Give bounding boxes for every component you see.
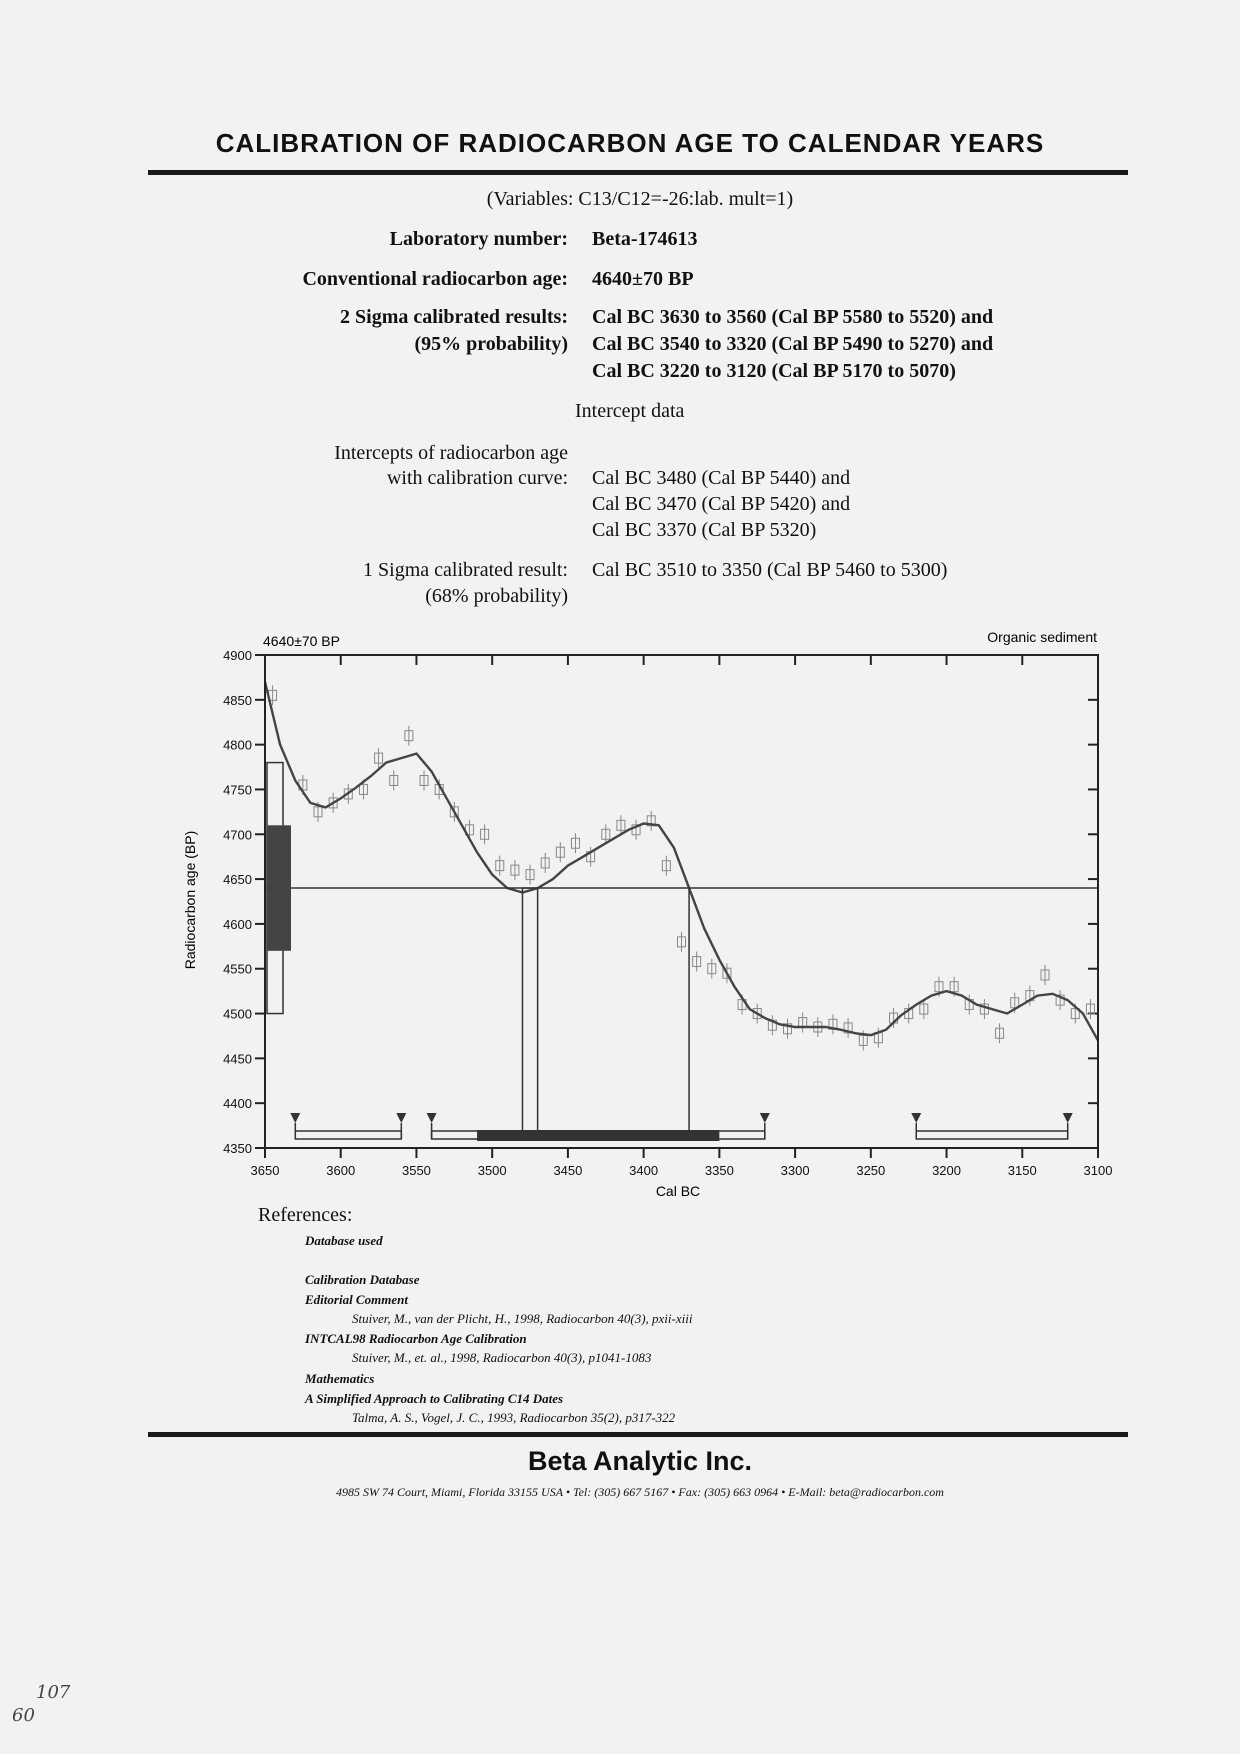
two-sigma-line-2: Cal BC 3540 to 3320 (Cal BP 5490 to 5270) and	[592, 333, 994, 355]
one-sigma-probability: (68% probability)	[425, 585, 568, 607]
x-tick-label: 3100	[1083, 1163, 1113, 1178]
ref-citation-3: Talma, A. S., Vogel, J. C., 1993, Radiocarbon 35(2), p317-322	[352, 1410, 676, 1425]
x-tick-label: 3150	[1007, 1163, 1037, 1178]
ref-editorial-comment: Editorial Comment	[305, 1292, 408, 1307]
x-axis-label: Cal BC	[655, 1183, 701, 1199]
two-sigma-range-bar	[916, 1131, 1067, 1139]
two-sigma-probability: (95% probability)	[414, 333, 568, 355]
intercept-line-1: Cal BC 3480 (Cal BP 5440) and	[592, 467, 851, 489]
material-label: Organic sediment	[987, 629, 1097, 645]
one-sigma-range-bar	[477, 1130, 719, 1141]
references-heading: References:	[258, 1204, 353, 1226]
ref-citation-1: Stuiver, M., van der Plicht, H., 1998, Radiocarbon 40(3), pxii-xiii	[352, 1311, 693, 1326]
two-sigma-line-1: Cal BC 3630 to 3560 (Cal BP 5580 to 5520) and	[592, 306, 994, 328]
intercepts-label-1: Intercepts of radiocarbon age	[334, 442, 568, 464]
lab-number-label: Laboratory number:	[389, 228, 568, 250]
ref-citation-2: Stuiver, M., et. al., 1998, Radiocarbon 40(3), p1041-1083	[352, 1350, 652, 1365]
y-tick-label: 4550	[223, 961, 252, 977]
variables-line: (Variables: C13/C12=-26:lab. mult=1)	[486, 188, 794, 210]
intercept-line-2: Cal BC 3470 (Cal BP 5420) and	[592, 493, 851, 515]
y-tick-label: 4850	[223, 692, 252, 708]
y-tick-label: 4800	[223, 737, 252, 753]
y-axis-label: Radiocarbon age (BP)	[182, 830, 198, 970]
range-start-marker	[911, 1113, 921, 1123]
x-tick-label: 3200	[932, 1163, 962, 1178]
y-tick-label: 4900	[223, 648, 252, 663]
conventional-age-label: Conventional radiocarbon age:	[302, 268, 568, 290]
y-tick-label: 4700	[223, 827, 252, 843]
y-tick-label: 4500	[223, 1006, 252, 1022]
header-rule	[148, 170, 1128, 175]
x-tick-label: 3650	[250, 1163, 280, 1178]
x-tick-label: 3400	[629, 1163, 659, 1178]
y-tick-label: 4450	[223, 1051, 252, 1067]
intercepts-label-2: with calibration curve:	[386, 467, 568, 489]
calibration-curve	[265, 682, 1098, 1041]
ref-calibration-database: Calibration Database	[305, 1272, 420, 1287]
two-sigma-label: 2 Sigma calibrated results:	[340, 306, 568, 328]
x-tick-label: 3450	[553, 1163, 583, 1178]
intercept-data-title: Intercept data	[575, 400, 685, 422]
y-tick-label: 4400	[223, 1096, 252, 1112]
page-title: CALIBRATION OF RADIOCARBON AGE TO CALENDAR YEARS	[215, 128, 1045, 158]
two-sigma-line-3: Cal BC 3220 to 3120 (Cal BP 5170 to 5070)	[592, 360, 956, 382]
range-start-marker	[427, 1113, 437, 1123]
x-tick-label: 3300	[780, 1163, 810, 1178]
range-end-marker	[1063, 1113, 1073, 1123]
x-tick-label: 3250	[856, 1163, 886, 1178]
range-end-marker	[760, 1113, 770, 1123]
intercept-line-3: Cal BC 3370 (Cal BP 5320)	[592, 519, 817, 541]
lab-number-value: Beta-174613	[592, 228, 698, 250]
x-tick-label: 3350	[704, 1163, 734, 1178]
two-sigma-range-bar	[295, 1131, 401, 1139]
company-address: 4985 SW 74 Court, Miami, Florida 33155 USA • Tel: (305) 667 5167 • Fax: (305) 663 0964 • E-Mail: beta@radiocarbon.com	[336, 1485, 944, 1499]
x-tick-label: 3550	[401, 1163, 431, 1178]
range-start-marker	[290, 1113, 300, 1123]
y-tick-label: 4600	[223, 916, 252, 932]
footer-rule	[148, 1432, 1128, 1437]
ref-simplified-title: A Simplified Approach to Calibrating C14 Dates	[305, 1391, 564, 1406]
calibration-chart	[0, 620, 1240, 1210]
one-sigma-label: 1 Sigma calibrated result:	[363, 559, 568, 581]
range-end-marker	[396, 1113, 406, 1123]
conventional-age-value: 4640±70 BP	[592, 268, 694, 290]
handwritten-note-2: 60	[12, 1705, 35, 1726]
handwritten-note-1: 107	[36, 1682, 71, 1703]
ref-intcal-title: INTCAL98 Radiocarbon Age Calibration	[305, 1331, 527, 1346]
y-tick-label: 4750	[223, 782, 252, 798]
sample-1sigma-box	[267, 825, 291, 950]
x-tick-label: 3600	[326, 1163, 356, 1178]
y-tick-label: 4350	[223, 1141, 252, 1156]
sample-label: 4640±70 BP	[263, 633, 340, 649]
y-tick-label: 4650	[223, 872, 252, 888]
company-name: Beta Analytic Inc.	[527, 1446, 753, 1476]
x-tick-label: 3500	[477, 1163, 507, 1178]
one-sigma-value: Cal BC 3510 to 3350 (Cal BP 5460 to 5300)	[592, 559, 948, 581]
ref-mathematics: Mathematics	[305, 1371, 375, 1386]
plot-frame	[265, 655, 1098, 1148]
ref-database-used: Database used	[305, 1233, 383, 1248]
